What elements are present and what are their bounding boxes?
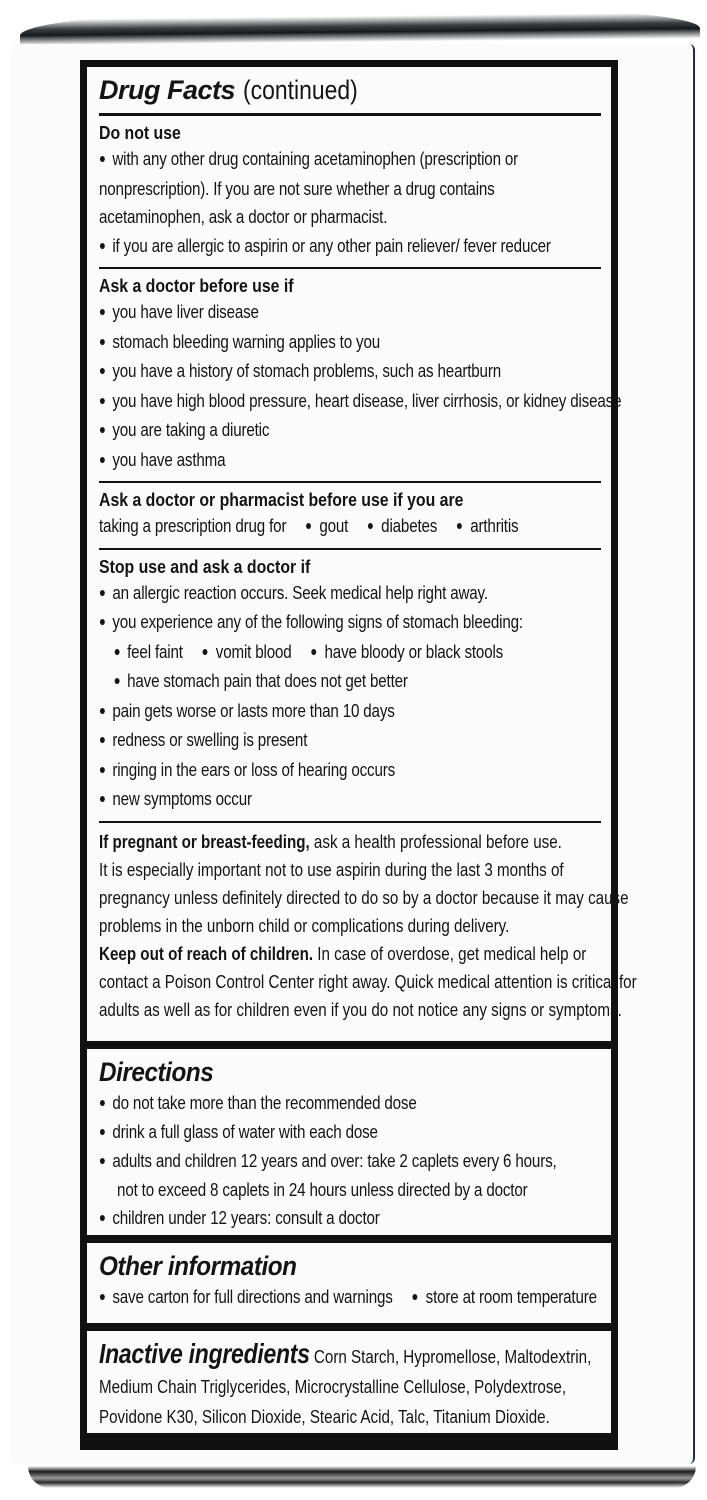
list-item: ● diabetes — [352, 515, 437, 536]
directions-title: Directions — [99, 1057, 214, 1087]
list-item: ● you have a history of stomach problems, such as heartburn — [99, 357, 511, 387]
list-item: ● gout — [290, 515, 348, 536]
drug-facts-warnings-box — [87, 67, 637, 1041]
list-item: ● drink a full glass of water with each dose — [99, 1118, 511, 1147]
list-item: ● redness or swelling is present — [99, 726, 511, 756]
list-item: ● pain gets worse or lasts more than 10 days — [99, 697, 511, 727]
other-information-title: Other information — [99, 1251, 297, 1281]
list-item: ● you are taking a diuretic — [99, 416, 511, 446]
keep-out-heading: Keep out of reach of children. — [99, 942, 314, 964]
keep-out-of-reach-warning — [99, 940, 587, 968]
other-information-box — [87, 1243, 611, 1323]
pregnancy-warning-line: pregnancy unless definitely directed to do so by a doctor because it may cause — [99, 886, 629, 908]
section-heading: Stop use and ask a doctor if — [99, 556, 311, 577]
inactive-ingredients-title: Inactive ingredients — [99, 1338, 310, 1369]
section-heading: Ask a doctor before use if — [99, 276, 294, 296]
title-bold: Drug Facts — [99, 75, 236, 105]
inline-list — [99, 512, 519, 542]
section-heading: Ask a doctor or pharmacist before use if you are — [99, 490, 464, 510]
list-item: ● store at room temperature — [397, 1286, 597, 1307]
list-item: ● stomach bleeding warning applies to you — [99, 328, 511, 358]
pregnancy-warning — [99, 828, 562, 856]
sub-list-row — [99, 638, 511, 668]
do-not-use-section — [99, 116, 601, 269]
inactive-ingredients-first-line — [99, 1338, 592, 1372]
pregnancy-warning-heading: If pregnant or breast-feeding, — [99, 830, 310, 852]
ask-pharmacist-section — [99, 483, 601, 550]
list-item: ● do not take more than the recommended dose — [99, 1089, 511, 1118]
pregnancy-warning-text: ask a health professional before use. — [313, 830, 562, 852]
keep-out-line: adults as well as for children even if you do not notice any signs or symptoms. — [99, 998, 622, 1020]
directions-box — [87, 1049, 611, 1235]
pregnancy-and-children-section — [99, 823, 637, 1030]
ingredients-text: Corn Starch, Hypromellose, Maltodextrin, — [313, 1346, 592, 1367]
sub-list-row — [99, 667, 511, 697]
inline-list-lead: taking a prescription drug for — [99, 515, 287, 536]
section-heading: Do not use — [99, 123, 181, 143]
list-item: ● you experience any of the following signs of stomach bleeding: — [99, 608, 511, 638]
list-item: ● new symptoms occur — [99, 785, 511, 815]
list-item-continued: acetaminophen, ask a doctor or pharmacist. — [99, 206, 388, 227]
drug-facts-title — [99, 73, 601, 116]
sub-list-item: ● vomit blood — [187, 641, 292, 662]
list-item-continued: nonprescription). If you are not sure whether a drug contains — [99, 177, 495, 199]
pregnancy-warning-line: It is especially important not to use aspirin during the last 3 months of — [99, 858, 564, 880]
inline-list — [99, 1283, 597, 1313]
inactive-ingredients-box — [87, 1331, 611, 1433]
list-item: ● ringing in the ears or loss of hearing occurs — [99, 756, 511, 786]
list-item: ● children under 12 years: consult a doctor — [99, 1204, 511, 1233]
stop-use-section — [99, 550, 601, 823]
ask-doctor-section — [99, 269, 622, 483]
list-item: ● an allergic reaction occurs. Seek medical help right away. — [99, 579, 511, 609]
drug-facts-label — [80, 60, 637, 1450]
pregnancy-warning-line: problems in the unborn child or complications during delivery. — [99, 914, 510, 936]
list-item: ● you have high blood pressure, heart disease, liver cirrhosis, or kidney disease — [99, 387, 511, 417]
list-item: ● adults and children 12 years and over: take 2 caplets every 6 hours, — [99, 1147, 511, 1176]
sub-list-item: ● feel faint — [114, 641, 183, 662]
ingredients-line: Medium Chain Triglycerides, Microcrystalline Cellulose, Polydextrose, — [99, 1376, 567, 1397]
title-continued: (continued) — [242, 75, 358, 105]
list-item: ● save carton for full directions and warnings — [99, 1286, 393, 1307]
list-item: ● you have asthma — [99, 446, 511, 476]
carton-bottom-edge — [28, 1466, 696, 1488]
sub-list-item: ● have bloody or black stools — [296, 641, 503, 662]
ingredients-line: Povidone K30, Silicon Dioxide, Stearic Acid, Talc, Titanium Dioxide. — [99, 1406, 550, 1427]
list-item: ● arthritis — [441, 515, 518, 536]
list-item: ● if you are allergic to aspirin or any other pain reliever/ fever reducer — [99, 232, 511, 262]
keep-out-line: contact a Poison Control Center right away. Quick medical attention is critical for — [99, 970, 637, 992]
list-item: ● with any other drug containing acetaminophen (prescription or — [99, 145, 511, 175]
list-item-continued: not to exceed 8 caplets in 24 hours unless directed by a doctor — [117, 1179, 528, 1200]
list-item: ● you have liver disease — [99, 298, 511, 328]
keep-out-text: In case of overdose, get medical help or — [317, 942, 587, 964]
sub-list-item: ● have stomach pain that does not get better — [114, 670, 408, 691]
